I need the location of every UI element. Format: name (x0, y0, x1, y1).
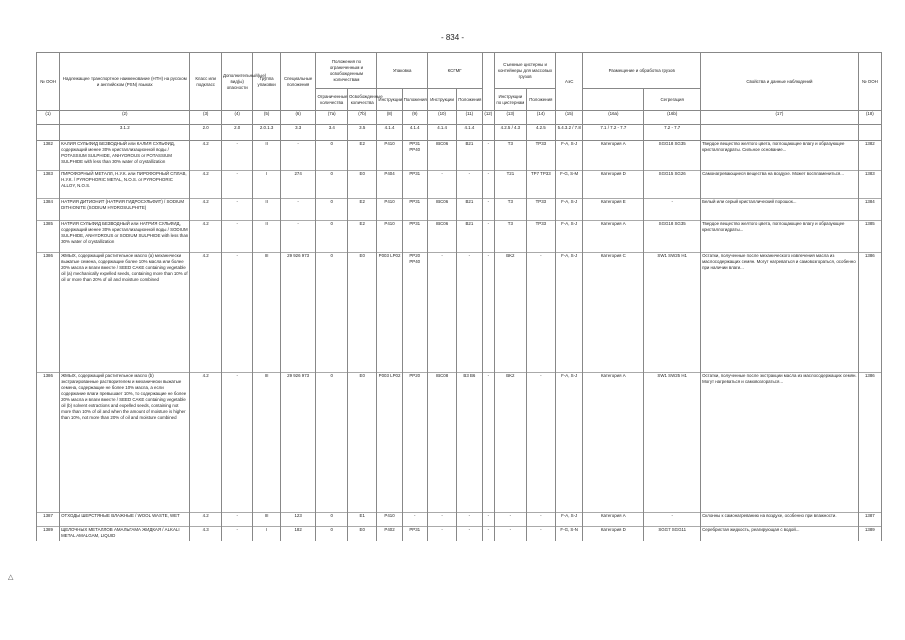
cell-pg: III (253, 513, 280, 527)
section-reference: 3.4 (316, 125, 348, 141)
table-row (37, 171, 882, 199)
cell-ems: F-G, S-M (556, 171, 583, 199)
cell-cls: 4.3 (190, 527, 222, 541)
cell-un2: 1383 (858, 171, 881, 199)
cell-sp: 182 (280, 527, 316, 541)
cell-tp: TP33 (526, 221, 555, 253)
cell-tp: - (526, 253, 555, 373)
cell-segr: SGG15 SG26 (644, 171, 701, 199)
cell-c12: - (482, 141, 495, 171)
cell-pg: I (253, 527, 280, 541)
cell-ip: B3 B6 (457, 373, 482, 513)
header-un: № ООН (37, 53, 60, 111)
section-reference (37, 125, 60, 141)
cell-tp: - (526, 513, 555, 527)
header-packing-prov: Положения (402, 89, 427, 111)
header-stowage-group: Размещение и обработка грузов (583, 53, 701, 89)
cell-ip: B21 (457, 141, 482, 171)
cell-name: НАТРИЯ СУЛЬФИД БЕЗВОДНЫЙ или НАТРИЯ СУЛЬФИД, содержащий менее 30% кристаллизационной воды / SODIUM SULPHIDE, ANHYDROUS or SODIUM SULPHIDE with less than 30% water of crystallization (60, 221, 190, 253)
section-reference: 4.1.4 (402, 125, 427, 141)
cell-ems: F-A, S-J (556, 199, 583, 221)
column-number: (14) (526, 111, 555, 125)
header-tank-prov: Положения (526, 89, 555, 111)
cell-ip: - (457, 253, 482, 373)
cell-ti: T21 (495, 171, 527, 199)
cell-tp: TP33 (526, 199, 555, 221)
cell-ip: - (457, 171, 482, 199)
cell-pi: P404 (377, 171, 402, 199)
header-tank-group: Съемные цистерны и контейнеры для массовых грузов (495, 53, 556, 89)
cell-ems: F-A, S-J (556, 373, 583, 513)
cell-tp: - (526, 373, 555, 513)
column-number: (12) (482, 111, 495, 125)
column-number: (13) (495, 111, 527, 125)
cell-lq: 0 (316, 527, 348, 541)
cell-name: ЖМЫХ, содержащий растительное масло (а) механически выжатые семена, содержащие более 10% масла или более 20% масла и влаги вместе / SEED CAKE containing vegetable oil (a) mechanically expelled seeds, containing more than 10% of oil or more than 20% of oil and moisture combined (60, 253, 190, 373)
cell-segr: SGG18 SG35 (644, 141, 701, 171)
cell-lq: 0 (316, 199, 348, 221)
table-row (37, 253, 882, 373)
cell-cls: 4.2 (190, 373, 222, 513)
cell-lq: 0 (316, 171, 348, 199)
cell-ti: T3 (495, 221, 527, 253)
cell-pp: - (402, 513, 427, 527)
cell-sub: - (221, 199, 253, 221)
cell-pp: PP31 (402, 199, 427, 221)
cell-un: 1385 (37, 221, 60, 253)
section-reference: 2.0 (190, 125, 222, 141)
column-number: (3) (190, 111, 222, 125)
cell-ip: B21 (457, 199, 482, 221)
cell-ems: F-A, S-J (556, 221, 583, 253)
cell-un2: 1384 (858, 199, 881, 221)
cell-name: ПИРОФОРНЫЙ МЕТАЛЛ, Н.У.К. или ПИРОФОРНЫЙ СПЛАВ, Н.У.К. / PYROPHORIC METAL, N.O.S. or PYROPHORIC ALLOY, N.O.S. (60, 171, 190, 199)
cell-eq: E2 (348, 221, 377, 253)
cell-eq: E0 (348, 527, 377, 541)
header-ibc-prov: Положения (457, 89, 482, 111)
cell-lq: 0 (316, 141, 348, 171)
cell-un: 1387 (37, 513, 60, 527)
cell-props: Серебристая жидкость, реагирующая с водой... (701, 527, 859, 541)
cell-eq: E1 (348, 513, 377, 527)
cell-pg: II (253, 199, 280, 221)
cell-sub: - (221, 221, 253, 253)
cell-lq: 0 (316, 221, 348, 253)
cell-pg: II (253, 141, 280, 171)
header-un-right: № ООН (858, 53, 881, 111)
column-number: (18) (858, 111, 881, 125)
cell-sp: 29 926 973 (280, 373, 316, 513)
cell-name: КАЛИЯ СУЛЬФИД БЕЗВОДНЫЙ или КАЛИЯ СУЛЬФИД, содержащий менее 30% кристаллизационной воды / POTASSIUM SULPHIDE, ANHYDROUS or POTASSIUM SULPHIDE with less than 30% water of crystallization (60, 141, 190, 171)
cell-pi: P003 LP02 (377, 253, 402, 373)
header-lq-group: Положения по ограниченным и освобожденным количествам (316, 53, 377, 89)
cell-sub: - (221, 527, 253, 541)
column-number: (5) (253, 111, 280, 125)
column-number: (7b) (348, 111, 377, 125)
table-row (37, 513, 882, 527)
column-number: (1) (37, 111, 60, 125)
header-name: Надлежащее транспортное наименование (НТН) на русском и английском (PSN) языках (60, 53, 190, 111)
cell-ems: F-A, S-J (556, 513, 583, 527)
table-row (37, 221, 882, 253)
column-number: (8) (377, 111, 402, 125)
cell-un: 1386 (37, 373, 60, 513)
section-reference: 4.2.5 / 4.3 (495, 125, 527, 141)
cell-un: 1389 (37, 527, 60, 541)
cell-pp: PP31 (402, 171, 427, 199)
cell-un: 1383 (37, 171, 60, 199)
cell-un: 1382 (37, 141, 60, 171)
header-special-provisions: Специальные положения (280, 53, 316, 111)
cell-stow: Категория A (583, 221, 644, 253)
cell-lq: 0 (316, 513, 348, 527)
change-marker-icon: △ (8, 574, 14, 581)
header-class: Класс или подкласс (190, 53, 222, 111)
cell-cls: 4.2 (190, 171, 222, 199)
section-reference: 3.5 (348, 125, 377, 141)
cell-ii: IBC08 (427, 373, 456, 513)
header-packing-group-col: Упаковка (377, 53, 427, 89)
header-packing-instr: Инструкции (377, 89, 402, 111)
cell-pp: PP31 (402, 527, 427, 541)
table-row (37, 199, 882, 221)
cell-ems: F-A, S-J (556, 141, 583, 171)
cell-pg: III (253, 373, 280, 513)
cell-stow: Категория D (583, 171, 644, 199)
column-number: (6) (280, 111, 316, 125)
cell-pp: PP20 PP40 (402, 253, 427, 373)
cell-props: Склонны к самонагреванию на воздухе, особенно при влажности. (701, 513, 859, 527)
cell-tp: TP33 (526, 141, 555, 171)
dangerous-goods-list-table (36, 52, 882, 541)
cell-props: Остатки, полученные после механического извлечения масла из маслосодержащих семян. Могут нагреваться и самовозгораться, особенно при наличии влаги... (701, 253, 859, 373)
header-ibc-instr: Инструкции (427, 89, 456, 111)
cell-pp: PP20 (402, 373, 427, 513)
cell-ip: - (457, 513, 482, 527)
cell-cls: 4.2 (190, 253, 222, 373)
column-number: (16b) (644, 111, 701, 125)
cell-ti: T3 (495, 141, 527, 171)
cell-ems: F-G, S-N (556, 527, 583, 541)
cell-name: ЩЕЛОЧНЫХ МЕТАЛЛОВ АМАЛЬГАМА ЖИДКАЯ / ALKALI METAL AMALGAM, LIQUID (60, 527, 190, 541)
column-number: (10) (427, 111, 456, 125)
cell-ii: - (427, 171, 456, 199)
cell-pg: III (253, 253, 280, 373)
cell-pp: PP31 (402, 221, 427, 253)
cell-sp: 29 926 973 (280, 253, 316, 373)
cell-ems: F-A, S-J (556, 253, 583, 373)
cell-ii: IBC06 (427, 221, 456, 253)
header-segregation: Сегрегация (644, 89, 701, 111)
cell-eq: E0 (348, 373, 377, 513)
section-reference: 2.0.1.3 (253, 125, 280, 141)
cell-ip: B21 (457, 221, 482, 253)
cell-ii: - (427, 527, 456, 541)
cell-c12: - (482, 199, 495, 221)
cell-ii: - (427, 253, 456, 373)
cell-stow: Категория E (583, 199, 644, 221)
cell-cls: 4.2 (190, 221, 222, 253)
cell-c12: - (482, 373, 495, 513)
cell-ti: - (495, 527, 527, 541)
cell-cls: 4.2 (190, 199, 222, 221)
cell-ii: IBC06 (427, 199, 456, 221)
cell-pi: P402 (377, 527, 402, 541)
cell-sp: 274 (280, 171, 316, 199)
header-packing-group: Группа упаковки (253, 53, 280, 111)
cell-lq: 0 (316, 253, 348, 373)
section-reference (482, 125, 495, 141)
table-row (37, 527, 882, 541)
cell-props: Белый или серый кристаллический порошок... (701, 199, 859, 221)
cell-sp: - (280, 199, 316, 221)
section-reference: 4.2.5 (526, 125, 555, 141)
column-number: (9) (402, 111, 427, 125)
cell-stow: Категория A (583, 373, 644, 513)
cell-sp: 123 (280, 513, 316, 527)
column-number: (4) (221, 111, 253, 125)
cell-sub: - (221, 253, 253, 373)
cell-segr: - (644, 513, 701, 527)
cell-eq: E2 (348, 141, 377, 171)
cell-sp: - (280, 221, 316, 253)
cell-un2: 1389 (858, 527, 881, 541)
cell-segr: SW1 SW25 H1 (644, 373, 701, 513)
header-stowage (583, 89, 644, 111)
cell-c12: - (482, 527, 495, 541)
column-number: (2) (60, 111, 190, 125)
cell-pi: P410 (377, 199, 402, 221)
cell-pi: P003 LP02 (377, 373, 402, 513)
cell-c12: - (482, 171, 495, 199)
cell-lq: 0 (316, 373, 348, 513)
cell-pi: P410 (377, 513, 402, 527)
cell-eq: E2 (348, 199, 377, 221)
section-reference: 3.1.2 (60, 125, 190, 141)
cell-name: НАТРИЯ ДИТИОНИТ (НАТРИЯ ГИДРОСУЛЬФИТ) / SODIUM DITHIONITE (SODIUM HYDROSULPHITE) (60, 199, 190, 221)
section-reference (701, 125, 859, 141)
cell-sub: - (221, 513, 253, 527)
header-limited-qty: Ограниченные количества (316, 89, 348, 111)
cell-pi: P410 (377, 221, 402, 253)
cell-props: Твердое вещество желтого цвета, поглощающее влагу и образующее кристаллогидраты. Сильное основание... (701, 141, 859, 171)
section-reference: 5.4.3.2 / 7.8 (556, 125, 583, 141)
cell-cls: 4.2 (190, 141, 222, 171)
cell-eq: E0 (348, 171, 377, 199)
cell-stow: Категория A (583, 141, 644, 171)
cell-pg: II (253, 221, 280, 253)
cell-pg: I (253, 171, 280, 199)
cell-stow: Категория C (583, 253, 644, 373)
cell-sub: - (221, 171, 253, 199)
section-reference: 7.1 / 7.2 - 7.7 (583, 125, 644, 141)
cell-tp: - (526, 527, 555, 541)
cell-stow: Категория D (583, 527, 644, 541)
cell-segr: SGG18 SG35 (644, 221, 701, 253)
section-reference (858, 125, 881, 141)
column-number: (7a) (316, 111, 348, 125)
cell-ii: IBC06 (427, 141, 456, 171)
cell-props: Остатки, полученные после экстракции масла из маслосодержащих семян. Могут нагреваться и самовозгораться... (701, 373, 859, 513)
cell-ti: BK2 (495, 373, 527, 513)
cell-tp: TP7 TP33 (526, 171, 555, 199)
cell-pi: P410 (377, 141, 402, 171)
section-reference: 4.1.4 (457, 125, 482, 141)
section-reference: 2.0 (221, 125, 253, 141)
cell-ti: T3 (495, 199, 527, 221)
column-number: (15) (556, 111, 583, 125)
cell-eq: E0 (348, 253, 377, 373)
column-number: (11) (457, 111, 482, 125)
header-properties: Свойства и данные наблюдений (701, 53, 859, 111)
cell-ip: - (457, 527, 482, 541)
cell-props: Твердое вещество желтого цвета, поглощающее влагу и образующее кристаллогидраты... (701, 221, 859, 253)
cell-segr: SW1 SW25 H1 (644, 253, 701, 373)
cell-un2: 1387 (858, 513, 881, 527)
cell-pp: PP31 PP40 (402, 141, 427, 171)
section-reference: 7.2 - 7.7 (644, 125, 701, 141)
cell-segr: - (644, 199, 701, 221)
cell-un2: 1386 (858, 253, 881, 373)
table-row (37, 141, 882, 171)
cell-c12: - (482, 221, 495, 253)
cell-c12: - (482, 253, 495, 373)
cell-ti: - (495, 513, 527, 527)
column-number: (16a) (583, 111, 644, 125)
cell-name: ЖМЫХ, содержащий растительное масло (b) экстрагированные растворителем и механически выжатые семена, содержащие не более 10% масла, а если содержание влаги превышает 10%, то содержащие не более 20% масла и влаги вместе / SEED CAKE containing vegetable oil (b) solvent extractions and expelled seeds, containing not more than 10% of oil and when the amount of moisture is higher than 10%, not more than 20% of oil and moisture combined (60, 373, 190, 513)
cell-c12: - (482, 513, 495, 527)
cell-sub: - (221, 141, 253, 171)
section-reference: 3.3 (280, 125, 316, 141)
cell-cls: 4.2 (190, 513, 222, 527)
column-number: (17) (701, 111, 859, 125)
cell-sp: - (280, 141, 316, 171)
cell-un2: 1385 (858, 221, 881, 253)
section-reference: 4.1.4 (377, 125, 402, 141)
cell-un: 1386 (37, 253, 60, 373)
cell-un: 1384 (37, 199, 60, 221)
header-excepted-qty: Освобожденные количества (348, 89, 377, 111)
cell-un2: 1382 (858, 141, 881, 171)
cell-stow: Категория A (583, 513, 644, 527)
cell-props: Самонагревающиеся вещества на воздухе. Может воспламениться... (701, 171, 859, 199)
cell-name: ОТХОДЫ ШЕРСТЯНЫЕ ВЛАЖНЫЕ / WOOL WASTE, WET (60, 513, 190, 527)
cell-ti: BK2 (495, 253, 527, 373)
header-tank-instr: Инструкции по цистернам (495, 89, 527, 111)
header-blank (482, 53, 495, 111)
cell-segr: SGG7 SGG11 (644, 527, 701, 541)
table-row (37, 373, 882, 513)
header-ibc-group: КСГМГ (427, 53, 482, 89)
header-subrisk: Дополнительный(ые) вид(ы) опасности (221, 53, 253, 111)
header-ems: АэС (556, 53, 583, 111)
cell-ii: - (427, 513, 456, 527)
cell-un2: 1386 (858, 373, 881, 513)
section-reference: 4.1.4 (427, 125, 456, 141)
cell-sub: - (221, 373, 253, 513)
page-number: - 834 - (440, 33, 465, 42)
